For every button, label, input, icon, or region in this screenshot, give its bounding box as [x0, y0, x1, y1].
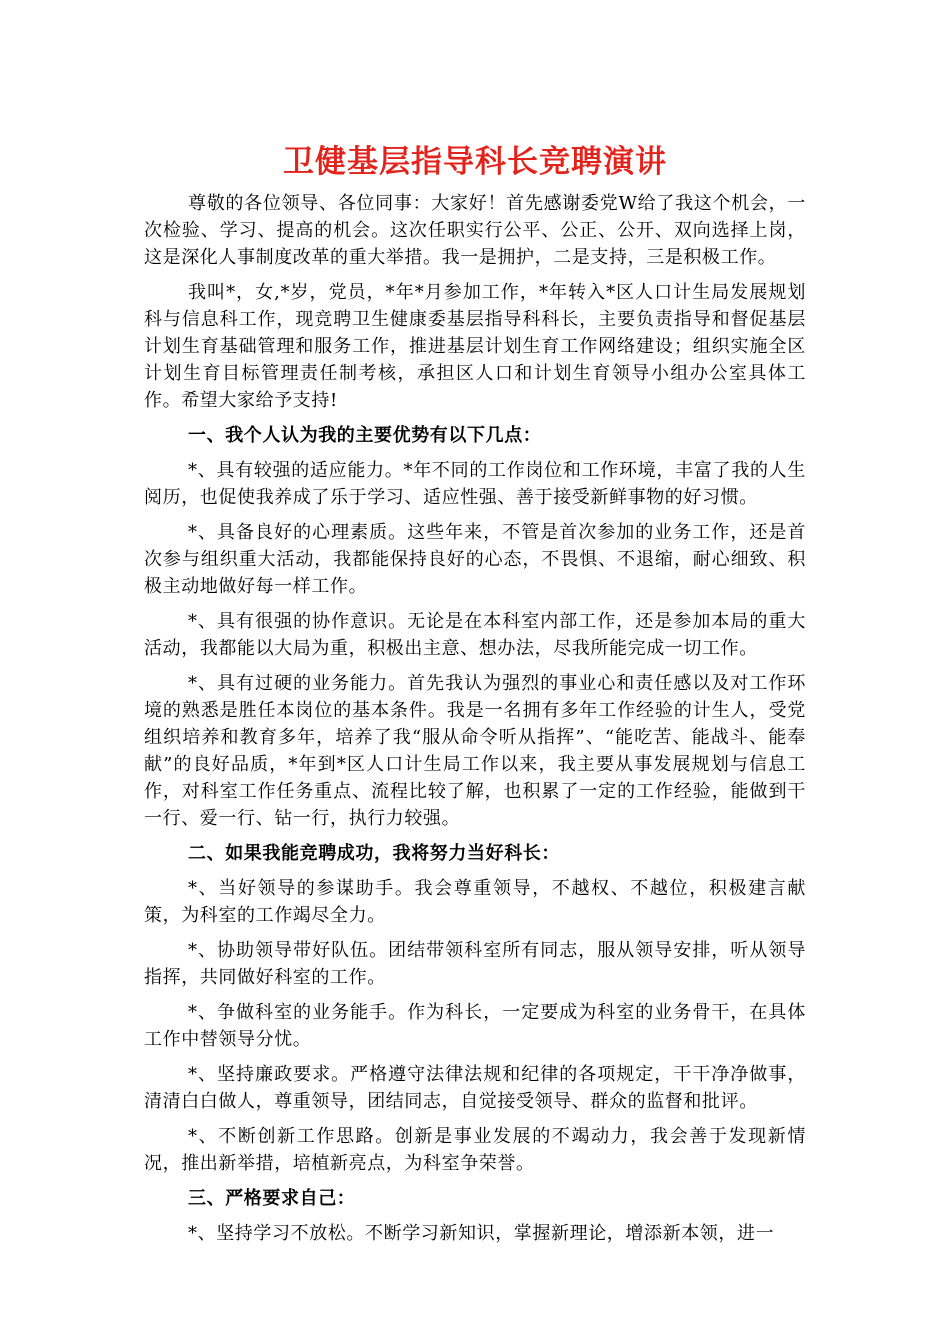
section-heading: 三、严格要求自己： — [188, 1188, 356, 1209]
document-page — [144, 0, 806, 1344]
body-paragraph: *、具有过硬的业务能力。首先我认为强烈的事业心和责任感以及对工作环境的熟悉是胜任本岗位的基本条件。我是一名拥有多年工作经验的计生人，受党组织培养和教育多年，培养了我“服从命令听从指挥”、“能吃苦、能战斗、能奉献”的良好品质，*年到*区人口计生局工作以来，我主要从事发展规划与信息工作，对科室工作任务重点、流程比较了解，也积累了一定的工作经验，能做到干一行、爱一行、钻一行，执行力较强。 — [144, 673, 806, 829]
body-paragraph: *、具备良好的心理素质。这些年来，不管是首次参加的业务工作，还是首次参与组织重大活动，我都能保持良好的心态，不畏惧、不退缩，耐心细致、积极主动地做好每一样工作。 — [144, 522, 806, 597]
body-paragraph: *、不断创新工作思路。创新是事业发展的不竭动力，我会善于发现新情况，推出新举措，培植新亮点，为科室争荣誉。 — [144, 1126, 806, 1174]
body-paragraph: *、当好领导的参谋助手。我会尊重领导，不越权、不越位，积极建言献策，为科室的工作竭尽全力。 — [144, 878, 806, 926]
body-paragraph: *、坚持廉政要求。严格遵守法律法规和纪律的各项规定，干干净净做事，清清白白做人，尊重领导，团结同志，自觉接受领导、群众的监督和批评。 — [144, 1064, 806, 1112]
body-paragraph: *、具有很强的协作意识。无论是在本科室内部工作，还是参加本局的重大活动，我都能以大局为重，积极出主意、想办法，尽我所能完成一切工作。 — [144, 611, 806, 659]
body-paragraph: *、协助领导带好队伍。团结带领科室所有同志，服从领导安排，听从领导指挥，共同做好科室的工作。 — [144, 940, 806, 988]
body-paragraph: *、坚持学习不放松。不断学习新知识，掌握新理论，增添新本领，进一 — [188, 1223, 775, 1244]
section-heading: 二、如果我能竞聘成功，我将努力当好科长： — [188, 843, 560, 864]
section-heading: 一、我个人认为我的主要优势有以下几点： — [188, 425, 542, 446]
body-paragraph: *、争做科室的业务能手。作为科长，一定要成为科室的业务骨干，在具体工作中替领导分忧。 — [144, 1002, 806, 1050]
body-paragraph: 尊敬的各位领导、各位同事：大家好！首先感谢委党W给了我这个机会，一次检验、学习、提高的机会。这次任职实行公平、公正、公开、双向选择上岗，这是深化人事制度改革的重大举措。我一是拥护，二是支持，三是积极工作。 — [144, 193, 806, 268]
body-paragraph: *、具有较强的适应能力。*年不同的工作岗位和工作环境，丰富了我的人生阅历，也促使我养成了乐于学习、适应性强、善于接受新鲜事物的好习惯。 — [144, 460, 806, 508]
document-title: 卫健基层指导科长竞聘演讲 — [283, 144, 667, 180]
body-paragraph: 我叫*，女,*岁，党员，*年*月参加工作，*年转入*区人口计生局发展规划科与信息科工作，现竞聘卫生健康委基层指导科科长，主要负责指导和督促基层计划生育基础管理和服务工作，推进基层计划生育工作网络建设；组织实施全区计划生育目标管理责任制考核，承担区人口和计划生育领导小组办公室具体工作。希望大家给予支持! — [144, 282, 806, 411]
document-body — [144, 190, 806, 1255]
